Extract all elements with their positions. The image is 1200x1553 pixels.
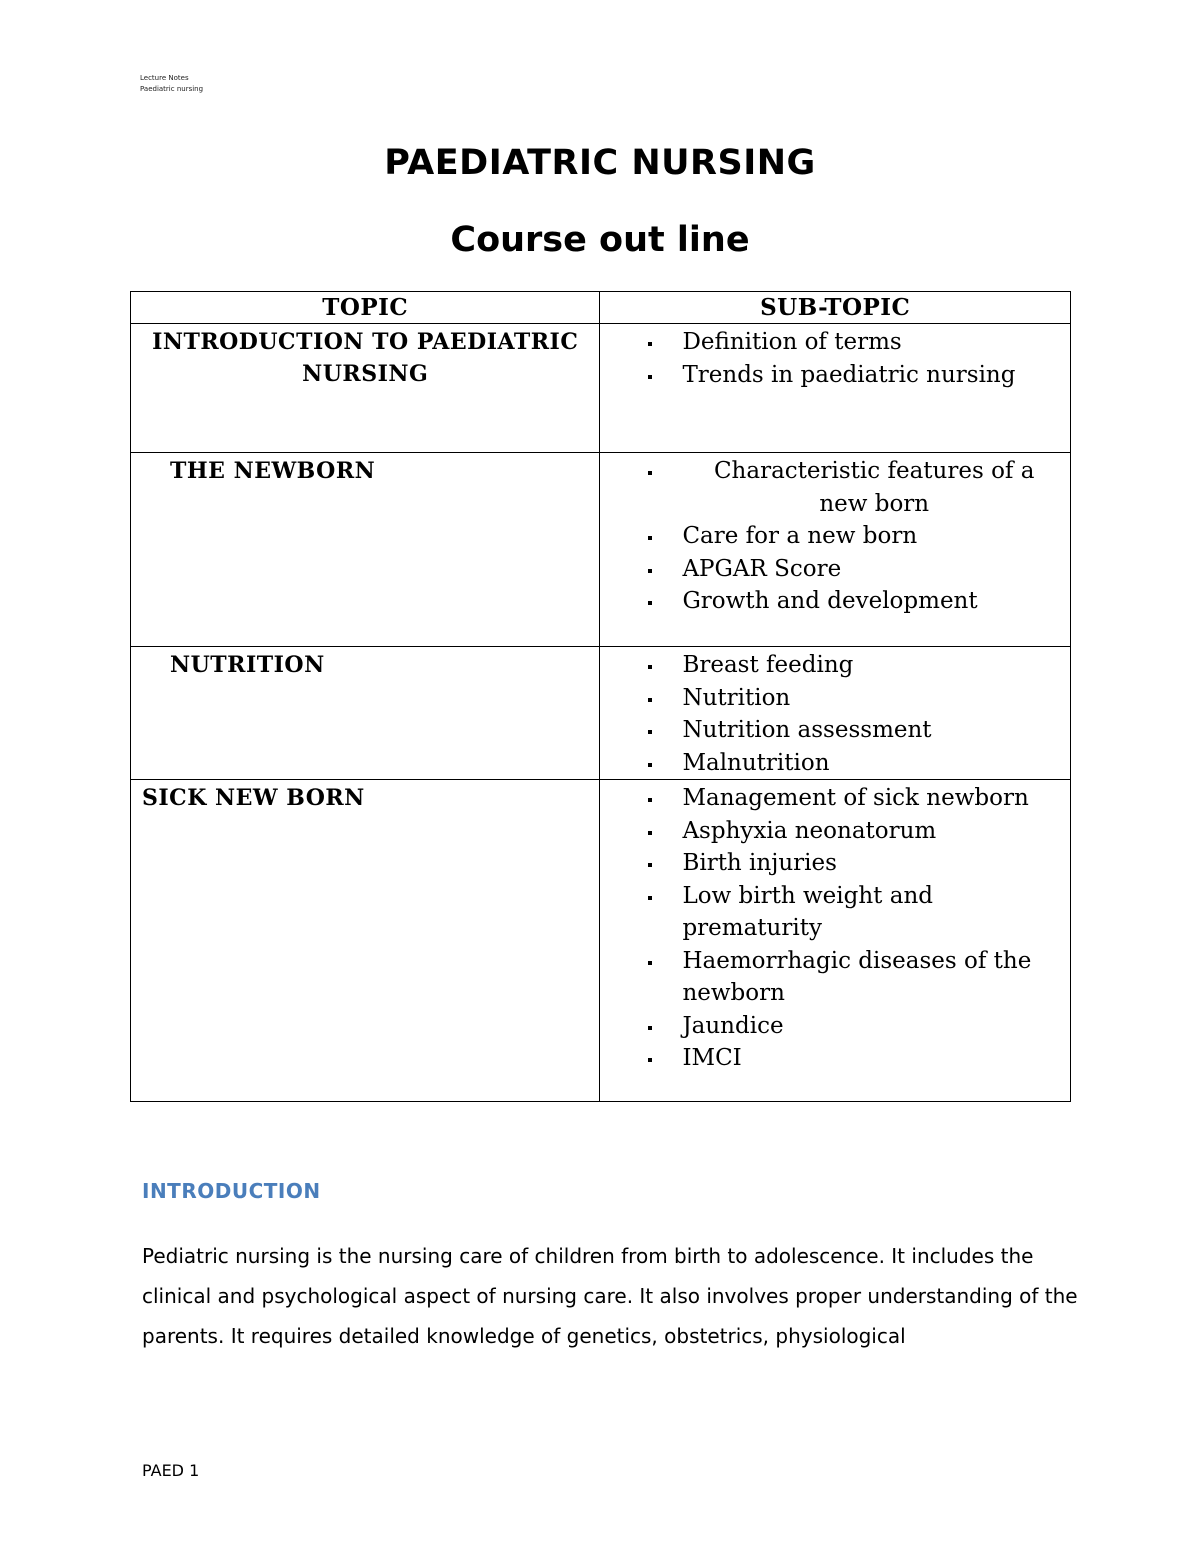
table-row: [131, 647, 1071, 780]
list-item: Jaundice: [600, 1010, 1070, 1043]
list-item: Haemorrhagic diseases of the newborn: [600, 945, 1070, 1010]
running-header-line-1: Lecture Notes: [140, 74, 189, 82]
list-item: Management of sick newborn: [600, 782, 1070, 815]
subtopic-list: [600, 780, 1070, 1075]
topic-label: INTRODUCTION TO PAEDIATRIC NURSING: [152, 329, 579, 387]
table-row: [131, 324, 1071, 453]
document-title: PAEDIATRIC NURSING: [384, 143, 816, 183]
document-subtitle: Course out line: [450, 220, 750, 260]
page-footer-label: PAED 1: [142, 1461, 200, 1480]
list-item: APGAR Score: [600, 553, 1070, 586]
topic-cell: [131, 453, 600, 647]
list-item: Characteristic features of a new born: [600, 455, 1070, 520]
subtopic-list: [600, 324, 1070, 391]
header-topic: TOPIC: [131, 292, 600, 324]
introduction-paragraph: Pediatric nursing is the nursing care of children from birth to adolescence. It includes the clinical and psychological aspect of nursing care. It also involves proper understanding of the parents. It requires detailed knowledge of genetics, obstetrics, physiological: [142, 1244, 1078, 1348]
course-outline-table: [130, 291, 1071, 1102]
subtopic-list: [600, 453, 1070, 618]
topic-label: NUTRITION: [170, 652, 325, 678]
subtopic-cell: [600, 324, 1071, 453]
topic-cell: [131, 324, 600, 453]
subtopic-cell: [600, 647, 1071, 780]
table-row: [131, 453, 1071, 647]
running-header: [140, 73, 203, 95]
list-item: Birth injuries: [600, 847, 1070, 880]
running-header-line-2: Paediatric nursing: [140, 85, 204, 93]
topic-cell: [131, 647, 600, 780]
table-row: [131, 780, 1071, 1102]
topic-label: SICK NEW BORN: [142, 785, 365, 811]
list-item: Nutrition assessment: [600, 714, 1070, 747]
subtopic-cell: [600, 780, 1071, 1102]
list-item: Growth and development: [600, 585, 1070, 618]
subtopic-cell: [600, 453, 1071, 647]
list-item: Asphyxia neonatorum: [600, 815, 1070, 848]
topic-cell: [131, 780, 600, 1102]
topic-label: THE NEWBORN: [170, 458, 376, 484]
subtopic-list: [600, 647, 1070, 779]
list-item: Trends in paediatric nursing: [600, 359, 1070, 392]
list-item: Malnutrition: [600, 747, 1070, 780]
list-item: Low birth weight and prematurity: [600, 880, 1070, 945]
list-item: Care for a new born: [600, 520, 1070, 553]
list-item: Definition of terms: [600, 326, 1070, 359]
header-sub-topic: SUB-TOPIC: [600, 292, 1071, 324]
list-item: Nutrition: [600, 682, 1070, 715]
section-heading-introduction: INTRODUCTION: [142, 1179, 321, 1203]
list-item: IMCI: [600, 1042, 1070, 1075]
table-header-row: [131, 292, 1071, 324]
list-item: Breast feeding: [600, 649, 1070, 682]
